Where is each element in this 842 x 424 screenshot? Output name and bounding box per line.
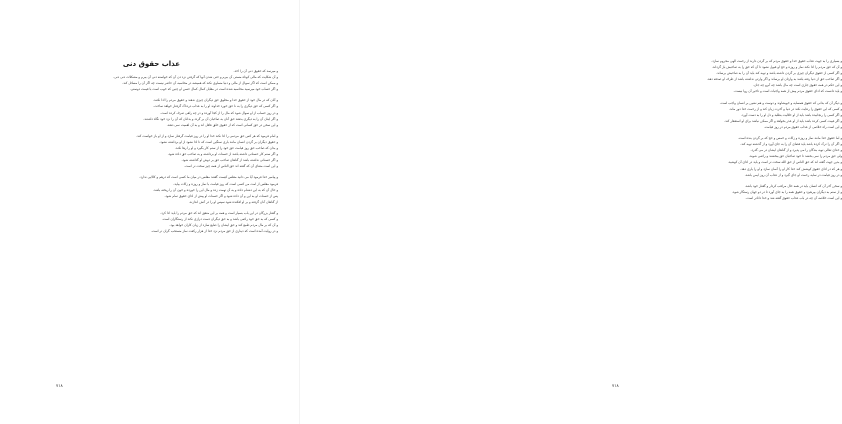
text-line: و در روز حساب از او سوال شود که مال را از کجا آورده و در چه راهی صرف کرده است. (160, 110, 278, 115)
text-line: و این سخن در حق کسانی است که از حقوق خلق غافل اند و به آن اهمیت نمی دهند. (166, 122, 278, 127)
right-page-number: ۷۱۸ (612, 383, 619, 388)
text-line: و حقوق دیگران بر گردن انسان مانند باری سنگین است که تا ادا نشود از او برداشته نشود. (159, 139, 278, 144)
text-line: و در روز قیامت در سایه رحمت او جای گیرد و از عذاب آن روز ایمن باشد. (744, 172, 842, 177)
text-line: و اگر آن را ترک کرده باشد باید قضای آن را به جای آورد و از گذشته توبه کند. (740, 142, 842, 147)
text-line: از گناهان آنان گرفته و بر او افکنده شود سپس او را در آتش اندازند. (188, 199, 278, 204)
text-line: و اگر کسی از حقوق دیگران چیزی بر گردن داشته باشد و توبه کند باید آن را به صاحبش برساند. (716, 71, 842, 76)
text-line: و این است راه خلاصی از عذاب حقوق مردم در روز قیامت. (763, 124, 842, 129)
text-line: پس از حسنات او به این و آن داده شود و اگر حسنات او پیش از ادای حقوق تمام شود. (164, 193, 278, 198)
text-line: و کسی که به حق خود راضی باشد و به حق دیگران دست درازی نکند از رستگاران است. (161, 216, 278, 221)
text-line: و اگر کسی که حق دیگری را به نا حق خورد خداوند او را به عذاب دردناک گرفتار خواهد ساخت. (153, 104, 278, 109)
text-line: و حال آن که به این دشنام داده و به آن تهمت زده و مال این را خورده و خون آن را ریخته باشد. (153, 187, 278, 192)
text-line: فرمود مفلس از امت من کسی است که روز قیامت با نماز و روزه و زکات بیاید. (173, 181, 278, 186)
right-body-text (612, 58, 842, 201)
text-line: و اگر اینان آن را به دیگری بدهند حق آنان به صاحبان آن بر گردد و بدانان که آن را نزد خود نگاه داشتند. (143, 116, 278, 121)
text-line: و از ستم به دیگران بپرهیزد و حقوق همه را به جای آورد تا در دو جهان رستگار شود. (731, 189, 842, 194)
text-line: و اما حقوق خدا مانند نماز و روزه و زکات و خمس و حج که بر گردن بنده است. (737, 136, 842, 141)
text-line: و اگر غیبت کسی کرده باشد باید از او عذر بخواهد و اگر ممکن نباشد برای او استغفار کند. (724, 118, 842, 123)
text-line: و این حکم در همه حقوق جاری است چه مال باشد چه آبرو چه جان. (753, 83, 842, 88)
text-line: و گفتار بزرگان در این باب بسیار است و همه بر این متفق اند که حق مردم را باید ادا کرد. (160, 210, 278, 215)
text-line: و بدان که صاحب حق روز قیامت حق خود را از ستم کار بگیرد و او را رها نکند. (174, 146, 278, 151)
text-line: و این است معنای آن که گفته اند حق الناس از همه چیز سخت تر است. (184, 164, 278, 169)
text-line: و اگر ستم کار حسناتی داشته باشد از حسنات او برداشته و به صاحب حق داده شود. (167, 152, 278, 157)
text-line: ولی حق مردم را نمی بخشد تا خود صاحبان حق ببخشند و راضی شوند. (748, 154, 842, 159)
text-line: و دیگر آن که بدانی که حقوق همسایه و خویشاوند و دوست و هم نشین بر انسان واجب است. (719, 100, 842, 105)
text-line: و در روایت آمده است که دیناری از حق مردم نزد خدا از هزار رکعت نماز مستحب گران تر است. (150, 229, 278, 234)
text-line: و آنان که در مال خود از حقوق خدا و مخلوق حق دیگران چیزی ندهند و حقوق مردم را ادا نکنند. (153, 98, 278, 103)
text-line: و اگر کسی را رنجانیده باشد باید از او حلالیت بطلبد و دل او را به دست آورد. (741, 112, 842, 117)
text-line: و ممکن است که اگر سوال از مالی و دنیا مساوی نکند که همیشه در محاسبه آن حاضر نیست چه اگر آن را مسائل کند. (122, 81, 278, 86)
right-page (300, 0, 842, 424)
text-line: و خدای تعالی توبه بندگان را می پذیرد و از گناهان ایشان در می گذرد. (750, 148, 842, 153)
text-line: و این است خلاصه آن چه در باب عذاب حقوق گفته شد و خدا داناتر است. (745, 195, 842, 200)
text-line: و آن که حق مردم را ادا نکند نماز و روزه و حج او قبول نشود تا آن که حق را به صاحبش باز گرداند. (711, 65, 842, 70)
left-body-text (50, 68, 278, 234)
text-line: و اگر حسناتی نداشته باشد از گناهان صاحب حق بر دوش او گذاشته شود. (181, 158, 278, 163)
text-line: و بدین جهت گفته اند که حق الناس از حق الله سخت تر است و باید در ادای آن کوشید. (727, 160, 842, 165)
left-page-number: ۷۱۸ (56, 383, 63, 388)
page-title: عذاب حقوق دنی (122, 60, 180, 68)
left-page (0, 0, 300, 424)
text-line: و پیامبر خدا فرمود آیا می دانید مفلس کیست گفتند مفلس در میان ما کسی است که درهم و کالایی ندارد. (139, 175, 278, 180)
text-line: و میرسد که حقوق دنی آن را اخذ. (233, 69, 278, 73)
text-line: و هر که در ادای حقوق کوشش کند خدا کار او را آسان سازد و او را یاری دهد. (740, 166, 842, 171)
text-line: و بسیاری را به جهت عذاب حقوق خدا و حقوق مردم که بر گردن دارند از رحمت الهی محروم سازد. (711, 59, 842, 63)
text-line: و اگر حساب خود میرسید محاسبه شده است در مقابل کمال کمال حسن او چنین که خوب است با قیمت دوستی. (129, 87, 278, 92)
text-line: و آن که بر مال مردم طمع کند و حق ایشان را ضایع سازد از زیان کاران خواهد بود. (169, 223, 278, 228)
text-line: و باید دانست که ادای حقوق مردم پیش از همه واجبات است و تاخیر آن روا نیست. (733, 89, 842, 94)
text-line: و اگر صاحب حق از دنیا رفته باشد به وارثان او برساند و اگر وارثی نداشته باشد از طرف او صدقه دهد. (706, 77, 842, 82)
text-line: و کسی که این حقوق را رعایت نکند در دنیا و آخرت زیان کند و از رحمت خدا دور ماند. (728, 106, 842, 111)
text-line: و آن شکایت که مالی کوتاه مستی آن ببرم و حتی شدن آنها که گرفتن نزد دن آن که خواسته دنی آن ببرم و مشکلات دنی دنی. (113, 75, 278, 80)
text-line: و امام فرمود که هر کس حق مردمی را ادا نکند خدا او را در روز قیامت گرفتار سازد و از او باز خواست کند. (136, 133, 278, 138)
text-line: و سخن آخر آن که انسان باید در همه حال مراقب کردار و گفتار خود باشد. (744, 183, 842, 188)
